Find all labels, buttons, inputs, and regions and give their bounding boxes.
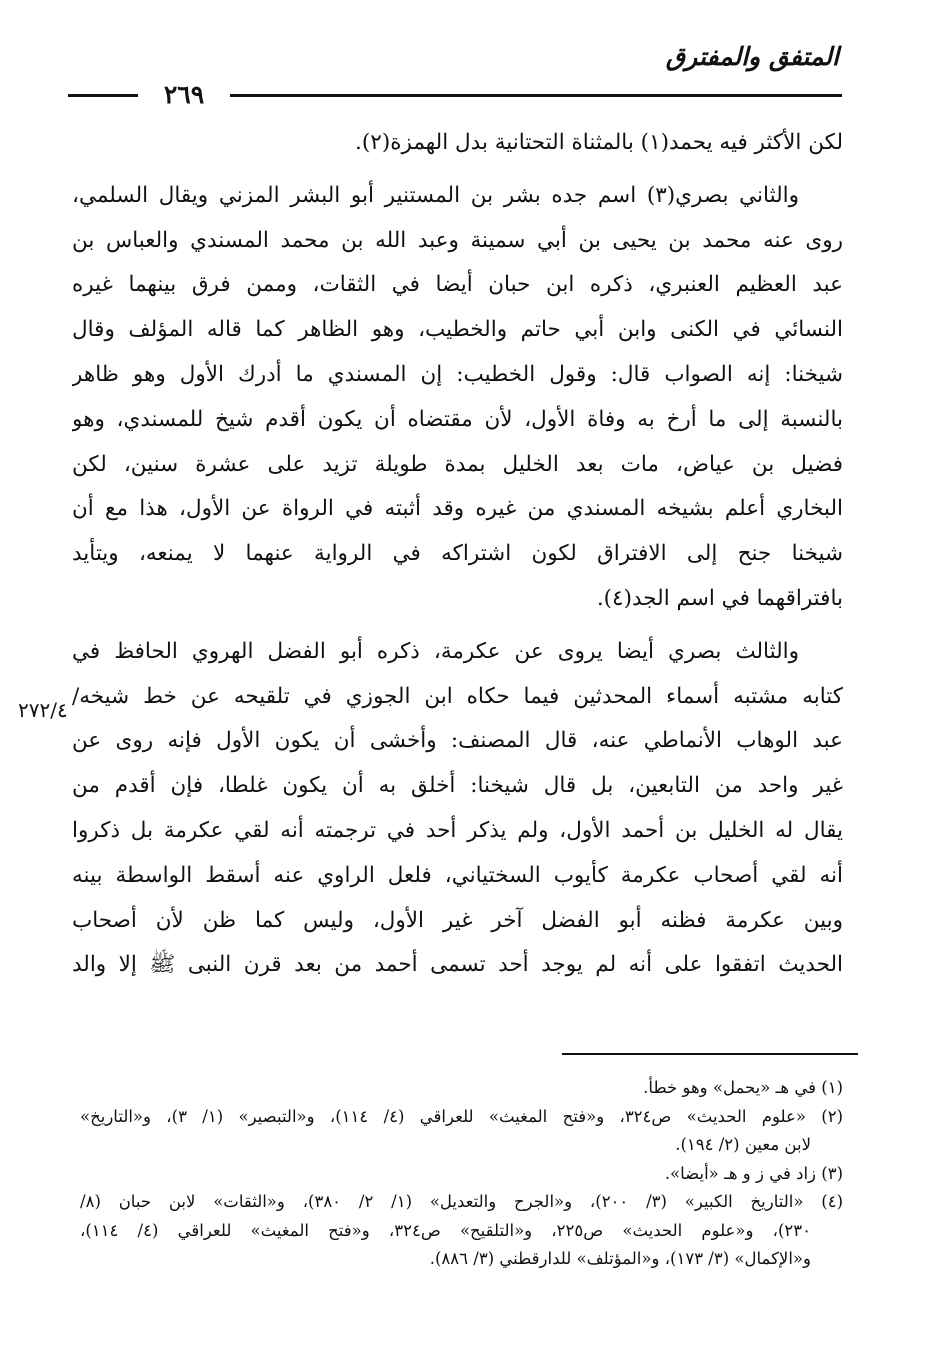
- text-line: البخاري أعلم بشيخه المسندي من غيره وقد أثبته في الرواة عن الأول، هذا مع أن: [72, 496, 843, 522]
- text-line: كتابه مشتبه أسماء المحدثين فيما حكاه ابن الجوزي في تلقيحه عن خط شيخه/: [72, 683, 843, 709]
- main-text: [72, 121, 843, 988]
- footnote-separator: [562, 1053, 858, 1055]
- text-line: فضيل بن عياض، مات بعد الخليل بمدة طويلة تزيد على عشرة سنين، لكن: [72, 451, 843, 477]
- paragraph-gap: [72, 622, 843, 630]
- text-line: يقال له الخليل بن أحمد الأول، ولم يذكر أحد في ترجمته أنه لقي عكرمة بل ذكروا: [72, 817, 843, 843]
- text-line: شيخنا: إنه الصواب قال: وقول الخطيب: إن المسندي ما أدرك الأول وهو ظاهر: [72, 361, 843, 387]
- text-line: شيخنا جنح إلى الافتراق لكون اشتراكه في الرواية عنهما لا يمنعه، ويتأيد: [72, 541, 843, 567]
- footnote-line: (٤) «التاريخ الكبير» (٣/ ٢٠٠)، و«الجرح والتعديل» (١/ ٢/ ٣٨٠)، و«الثقات» لابن حبان (٨/: [80, 1192, 843, 1211]
- text-line: والثالث بصري أيضا يروى عن عكرمة، ذكره أبو الفضل الهروي الحافظ في: [72, 638, 799, 664]
- footnote-line: و«الإكمال» (٣/ ١٧٣)، و«المؤتلف» للدارقطني (٣/ ٨٨٦).: [429, 1249, 811, 1268]
- text-line: روى عنه محمد بن يحيى بن أبي سمينة وعبد الله بن محمد المسندي والعباس بن: [72, 227, 843, 253]
- paragraph-gap: [72, 166, 843, 174]
- footnote-line: (٣) زاد في ز و هـ «أيضا».: [664, 1163, 843, 1183]
- text-line: عبد الوهاب الأنماطي عنه، قال المصنف: وأخشى أن يكون الأول فإنه روى عن: [72, 728, 843, 754]
- text-line: لكن الأكثر فيه يحمد(١) بالمثناة التحتانية بدل الهمزة(٢).: [355, 130, 843, 155]
- text-line: بالنسبة إلى ما أرخ به وفاة الأول، لأن مقتضاه أن يكون أقدم شيخ للمسندي، وهو: [72, 406, 843, 432]
- footnote-line: (٢) «علوم الحديث» ص٣٢٤، و«فتح المغيث» للعراقي (٤/ ١١٤)، و«التبصير» (١/ ٣)، و«التاريخ»: [80, 1106, 843, 1126]
- text-line: النسائي في الكنى وابن أبي حاتم والخطيب، وهو الظاهر كما قاله المؤلف وقال: [72, 317, 843, 343]
- footnote-line: (١) في هـ «يحمل» وهو خطأ.: [643, 1078, 843, 1097]
- text-line: أنه لقي أصحاب عكرمة كأيوب السختياني، فلعل الراوي عنه أسقط الواسطة بينه: [72, 862, 843, 888]
- text-line: غير واحد من التابعين، بل قال شيخنا: أخلق به أن يكون غلطا، فإن أقدم من: [72, 773, 843, 799]
- footnote-line: لابن معين (٢/ ١٩٤).: [675, 1135, 811, 1154]
- page-number: ٢٦٩: [163, 80, 205, 109]
- text-line: وبين عكرمة فظنه أبو الفضل آخر غير الأول، وليس كما ظن لأن أصحاب: [72, 907, 843, 933]
- text-line: بافتراقهما في اسم الجد(٤).: [596, 585, 843, 611]
- text-line: والثاني بصري(٣) اسم جده بشر بن المستنير أبو البشر المزني ويقال السلمي،: [72, 182, 799, 208]
- text-line: عبد العظيم العنبري، ذكره ابن حبان أيضا في الثقات، وممن فرق بينهما غيره: [72, 272, 843, 298]
- running-header-title: المتفق والمفترق: [665, 42, 839, 71]
- margin-reference: ٢٧٢/٤: [18, 698, 68, 722]
- footnotes: [80, 1074, 843, 1274]
- header-rule: [230, 94, 842, 97]
- footnote-line: ٢٣٠)، و«علوم الحديث» ص٢٢٥، و«التلقيح» ص٣٢٤، و«فتح المغيث» للعراقي (٤/ ١١٤)،: [80, 1220, 811, 1240]
- text-line: الحديث اتفقوا على أنه لم يوجد أحد تسمى أحمد من بعد قرن النبى ﷺ إلا والد: [72, 952, 843, 978]
- header-rule-short: [68, 94, 138, 97]
